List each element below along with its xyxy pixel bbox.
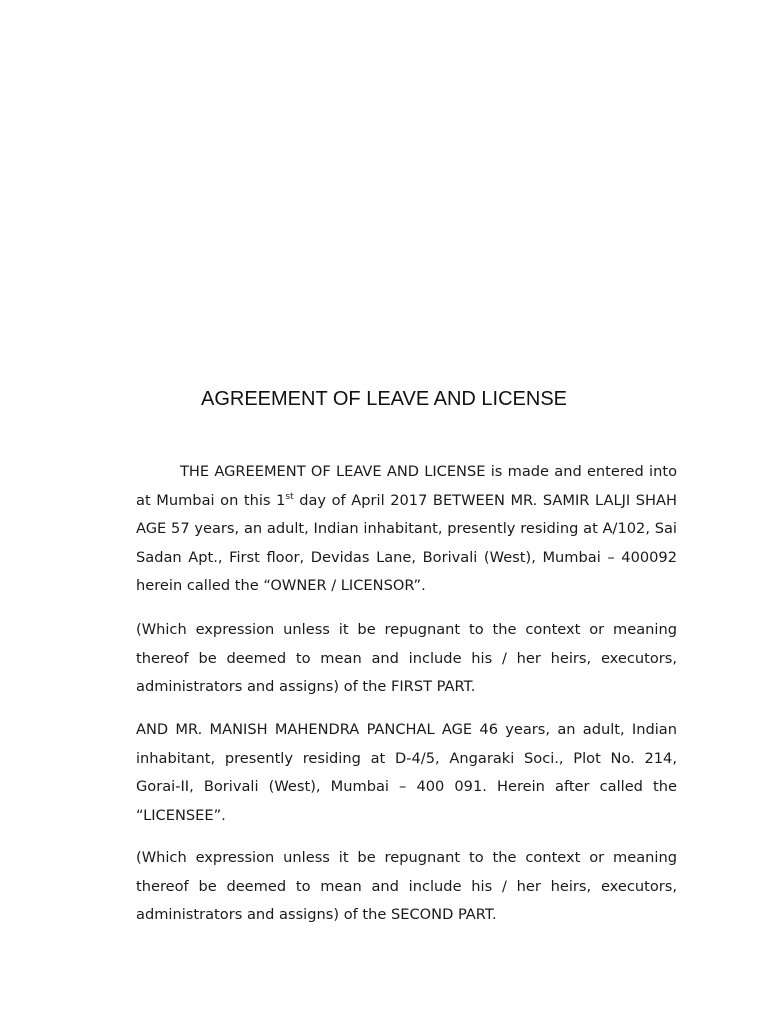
paragraph-second-part-clause: (Which expression unless it be repugnant to the context or meaning thereof be deemed to mean and include his / her heirs, executors, administrators and assigns) of the SECOND PART.	[136, 849, 677, 923]
paragraph-parties-licensor	[136, 458, 677, 601]
ordinal-suffix: st	[285, 491, 294, 502]
paragraph-text: day of April 2017 BETWEEN MR. SAMIR LALJI SHAH AGE 57 years, an adult, Indian inhabitant, presently residing at A/102, Sai Sadan Apt., First floor, Devidas Lane, Borivali (West), Mumbai – 400092 herein called the “OWNER / LICENSOR”.	[136, 491, 677, 594]
paragraph-parties-licensee: AND MR. MANISH MAHENDRA PANCHAL AGE 46 years, an adult, Indian inhabitant, presently residing at D-4/5, Angaraki Soci., Plot No. 214, Gorai-II, Borivali (West), Mumbai – 400 091. Herein after called the “LICENSEE”.	[136, 721, 677, 824]
document-title: AGREEMENT OF LEAVE AND LICENSE	[200, 388, 568, 410]
paragraph-first-part-clause: (Which expression unless it be repugnant to the context or meaning thereof be deemed to mean and include his / her heirs, executors, administrators and assigns) of the FIRST PART.	[136, 621, 677, 695]
paragraph-text: THE AGREEMENT OF LEAVE AND LICENSE is made and entered into at Mumbai on this 1	[136, 463, 677, 509]
